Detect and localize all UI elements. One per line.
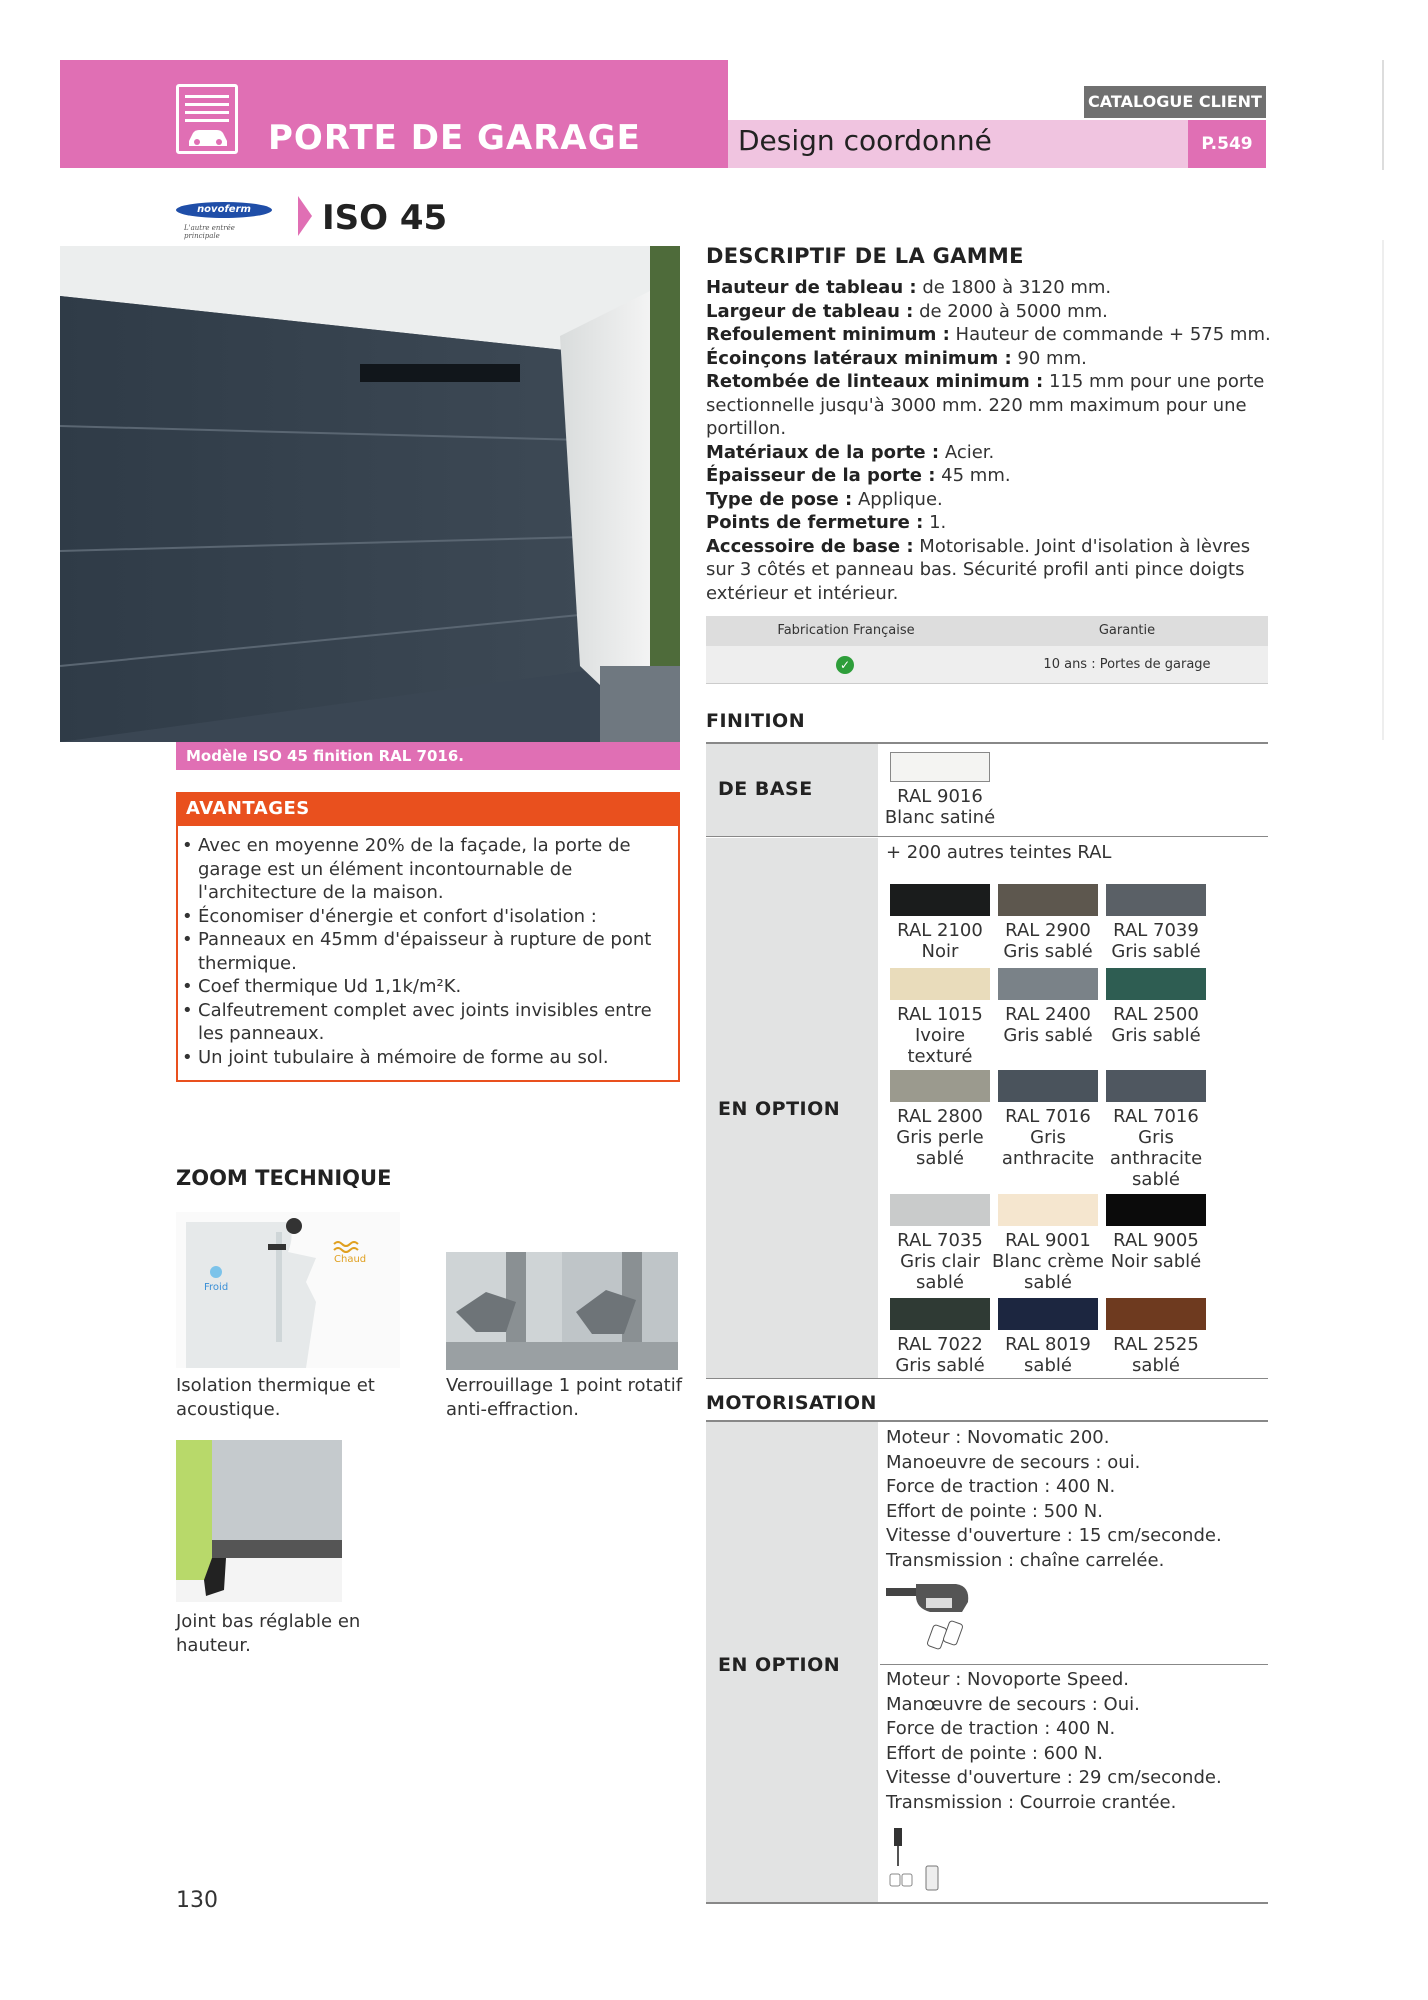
desc-row: Points de fermeture : 1. xyxy=(706,512,947,533)
desc-row: Refoulement minimum : Hauteur de commande + 575 mm. xyxy=(706,324,1271,345)
color-swatch xyxy=(998,1194,1098,1226)
color-swatch xyxy=(890,884,990,916)
color-swatch-label: RAL 7016 Gris anthracite sablé xyxy=(1109,1106,1203,1190)
divider xyxy=(706,1378,1268,1379)
color-swatch xyxy=(1106,1298,1206,1330)
color-swatch xyxy=(890,1070,990,1102)
divider xyxy=(1382,240,1384,740)
desc-row: Écoinçons latéraux minimum : 90 mm. xyxy=(706,347,1087,369)
color-swatch xyxy=(890,968,990,1000)
list-item: • Coef thermique Ud 1,1k/m²K. xyxy=(180,975,670,999)
chevron-right-icon xyxy=(298,196,312,236)
motor-novomatic-image xyxy=(886,1578,976,1654)
range-description xyxy=(706,276,1276,605)
brand-logo xyxy=(176,198,272,238)
check-icon: ✓ xyxy=(836,656,854,674)
advantages-list xyxy=(180,834,670,1069)
motorisation-title: MOTORISATION xyxy=(706,1392,877,1414)
fabrication-table xyxy=(706,616,1268,684)
base-label: DE BASE xyxy=(718,778,813,800)
range-description-title: DESCRIPTIF DE LA GAMME xyxy=(706,244,1024,268)
color-swatch xyxy=(998,1070,1098,1102)
color-swatch-label: RAL 1015 Ivoire texturé xyxy=(897,1004,983,1067)
image-caption: Verrouillage 1 point rotatif anti-effraction. xyxy=(446,1375,683,1420)
color-swatch-label: RAL 2800 Gris perle sablé xyxy=(896,1106,984,1169)
divider xyxy=(706,1902,1268,1904)
table-row xyxy=(706,646,1268,684)
brand-tagline: L'autre entrée principale xyxy=(184,224,235,240)
divider xyxy=(706,836,1268,837)
color-swatch-label: RAL 9005 Noir sablé xyxy=(1110,1230,1202,1272)
list-item: • Calfeutrement complet avec joints invisibles entre les panneaux. xyxy=(180,999,670,1046)
motor-option-label: EN OPTION xyxy=(718,1654,841,1676)
page-title: PORTE DE GARAGE xyxy=(268,118,641,158)
desc-row: Épaisseur de la porte : 45 mm. xyxy=(706,465,1011,486)
swatch-label-base: RAL 9016 Blanc satiné xyxy=(884,786,996,828)
desc-row: Largeur de tableau : de 2000 à 5000 mm. xyxy=(706,300,1108,322)
desc-row: Accessoire de base : Motorisable. Joint d'isolation à lèvres sur 3 côtés et panneau bas. Sécurité profil anti pince doigts extérieur et intérieur. xyxy=(706,535,1251,604)
color-swatch xyxy=(1106,1070,1206,1102)
desc-row: Type de pose : Applique. xyxy=(706,488,943,510)
color-swatch-label: RAL 2500 Gris sablé xyxy=(1111,1004,1201,1046)
insulation-image xyxy=(176,1212,400,1368)
page-number: 130 xyxy=(176,1888,218,1913)
image-caption: Isolation thermique et acoustique. xyxy=(176,1375,375,1420)
page-reference: P.549 xyxy=(1188,120,1266,168)
motor-novoporte-specs: Moteur : Novoporte Speed. Manœuvre de secours : Oui. Force de traction : 400 N. Effort de pointe : 600 N. Vitesse d'ouverture : 29 cm/seconde. Transmission : Courroie crantée. xyxy=(886,1669,1222,1813)
swatch-base xyxy=(890,752,990,782)
color-swatch-label: RAL 2900 Gris sablé xyxy=(1003,920,1093,962)
color-swatch-label: RAL 7022 Gris sablé xyxy=(895,1334,985,1376)
color-swatch xyxy=(1106,884,1206,916)
motor-novomatic-specs: Moteur : Novomatic 200. Manoeuvre de secours : oui. Force de traction : 400 N. Effort de pointe : 500 N. Vitesse d'ouverture : 15 cm/seconde. Transmission : chaîne carrelée. xyxy=(886,1427,1222,1571)
desc-row: Hauteur de tableau : de 1800 à 3120 mm. xyxy=(706,277,1112,298)
color-swatch-label: RAL 2400 Gris sablé xyxy=(1003,1004,1093,1046)
header-garantie: Garantie xyxy=(1098,623,1156,638)
color-swatch-label: RAL 7035 Gris clair sablé xyxy=(897,1230,983,1293)
color-swatch xyxy=(890,1298,990,1330)
color-swatch-label: RAL 7039 Gris sablé xyxy=(1111,920,1201,962)
desc-row: Retombée de linteaux minimum : 115 mm pour une porte sectionnelle jusqu'à 3000 mm. 220 mm maximum pour une portillon. xyxy=(706,371,1265,439)
divider xyxy=(880,1664,1268,1665)
zoom-title: ZOOM TECHNIQUE xyxy=(176,1166,392,1190)
more-colors-note: + 200 autres teintes RAL xyxy=(886,842,1112,863)
warm-label: Chaud xyxy=(334,1254,367,1265)
photo-caption: Modèle ISO 45 finition RAL 7016. xyxy=(176,742,680,770)
motor-novoporte-image xyxy=(886,1826,956,1902)
color-swatch xyxy=(890,1194,990,1226)
brand-name: novoferm xyxy=(176,202,272,218)
cold-label: Froid xyxy=(204,1282,229,1293)
color-swatch-label: RAL 8019 sablé xyxy=(1005,1334,1091,1376)
desc-row: Matériaux de la porte : Acier. xyxy=(706,441,995,463)
list-item: • Panneaux en 45mm d'épaisseur à rupture de pont thermique. xyxy=(180,928,670,975)
section-subtitle: Design coordonné xyxy=(738,124,992,157)
product-title: ISO 45 xyxy=(322,198,448,238)
garage-door-icon xyxy=(176,84,238,154)
list-item: • Un joint tubulaire à mémoire de forme au sol. xyxy=(180,1046,670,1070)
garantie-value: 10 ans : Portes de garage xyxy=(1043,657,1211,672)
option-label: EN OPTION xyxy=(718,1098,841,1120)
color-swatch xyxy=(1106,968,1206,1000)
color-swatch xyxy=(998,968,1098,1000)
table-header xyxy=(706,616,1268,646)
color-swatch xyxy=(998,1298,1098,1330)
color-swatch xyxy=(998,884,1098,916)
list-item: • Avec en moyenne 20% de la façade, la porte de garage est un élément incontournable de l'architecture de la maison. xyxy=(180,834,670,905)
advantages-title: AVANTAGES xyxy=(176,792,680,826)
image-caption: Joint bas réglable en hauteur. xyxy=(176,1611,361,1656)
list-item: • Économiser d'énergie et confort d'isolation : xyxy=(180,905,670,929)
bottom-seal-image xyxy=(176,1440,342,1602)
color-swatch-label: RAL 9001 Blanc crème sablé xyxy=(992,1230,1104,1293)
finition-title: FINITION xyxy=(706,710,806,732)
color-swatch-label: RAL 2100 Noir xyxy=(897,920,983,962)
lock-mechanism-image xyxy=(446,1252,678,1370)
color-swatch xyxy=(1106,1194,1206,1226)
color-swatch-label: RAL 2525 sablé xyxy=(1113,1334,1199,1376)
catalogue-badge: CATALOGUE CLIENT xyxy=(1084,86,1266,118)
divider xyxy=(1382,60,1384,170)
color-swatch-label: RAL 7016 Gris anthracite xyxy=(1001,1106,1095,1169)
header-fabrication: Fabrication Française xyxy=(777,623,915,638)
garage-door-photo xyxy=(60,246,680,742)
